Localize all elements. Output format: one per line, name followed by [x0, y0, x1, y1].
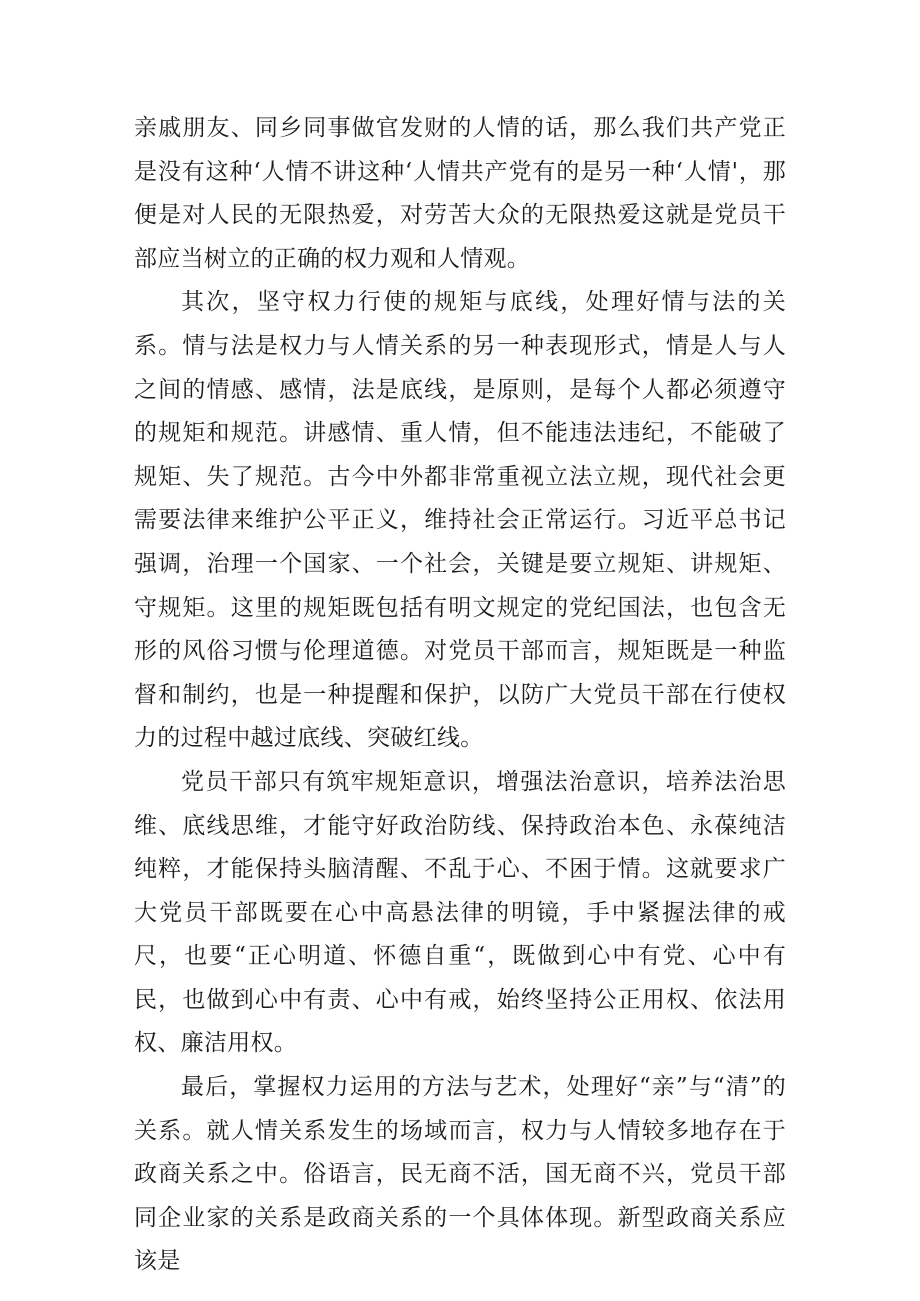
paragraph-4: 最后，掌握权力运用的方法与艺术，处理好“亲”与“清”的关系。就人情关系发生的场域而言，权力与人情较多地存在于政商关系之中。俗语言，民无商不活，国无商不兴，党员干部同企业家的关系是政商关系的一个具体体现。新型政商关系应该是 — [134, 1074, 786, 1275]
paragraph-1: 亲戚朋友、同乡同事做官发财的人情的话，那么我们共产党正是没有这种‘人情不讲这种‘人情共产党有的是另一种‘人情'，那便是对人民的无限热爱，对劳苦大众的无限热爱这就是党员干部应当树立的正确的权力观和人情观。 — [134, 115, 786, 272]
paragraph-2: 其次，坚守权力行使的规矩与底线，处理好情与法的关系。情与法是权力与人情关系的另一种表现形式，情是人与人之间的情感、感情，法是底线，是原则，是每个人都必须遵守的规矩和规范。讲感情、重人情，但不能违法违纪，不能破了规矩、失了规范。古今中外都非常重视立法立规，现代社会更需要法律来维护公平正义，维持社会正常运行。习近平总书记强调，治理一个国家、一个社会，关键是要立规矩、讲规矩、守规矩。这里的规矩既包括有明文规定的党纪国法，也包含无形的风俗习惯与伦理道德。对党员干部而言，规矩既是一种监督和制约，也是一种提醒和保护，以防广大党员干部在行使权力的过程中越过底线、突破红线。 — [134, 289, 786, 752]
paragraph-3: 党员干部只有筑牢规矩意识，增强法治意识，培养法治思维、底线思维，才能守好政治防线、保持政治本色、永葆纯洁纯粹，才能保持头脑清醒、不乱于心、不困于情。这就要求广大党员干部既要在心中高悬法律的明镜，手中紧握法律的戒尺，也要“正心明道、怀德自重“，既做到心中有党、心中有民，也做到心中有责、心中有戒，始终坚持公正用权、依法用权、廉洁用权。 — [134, 768, 786, 1057]
document-body — [134, 107, 786, 1284]
